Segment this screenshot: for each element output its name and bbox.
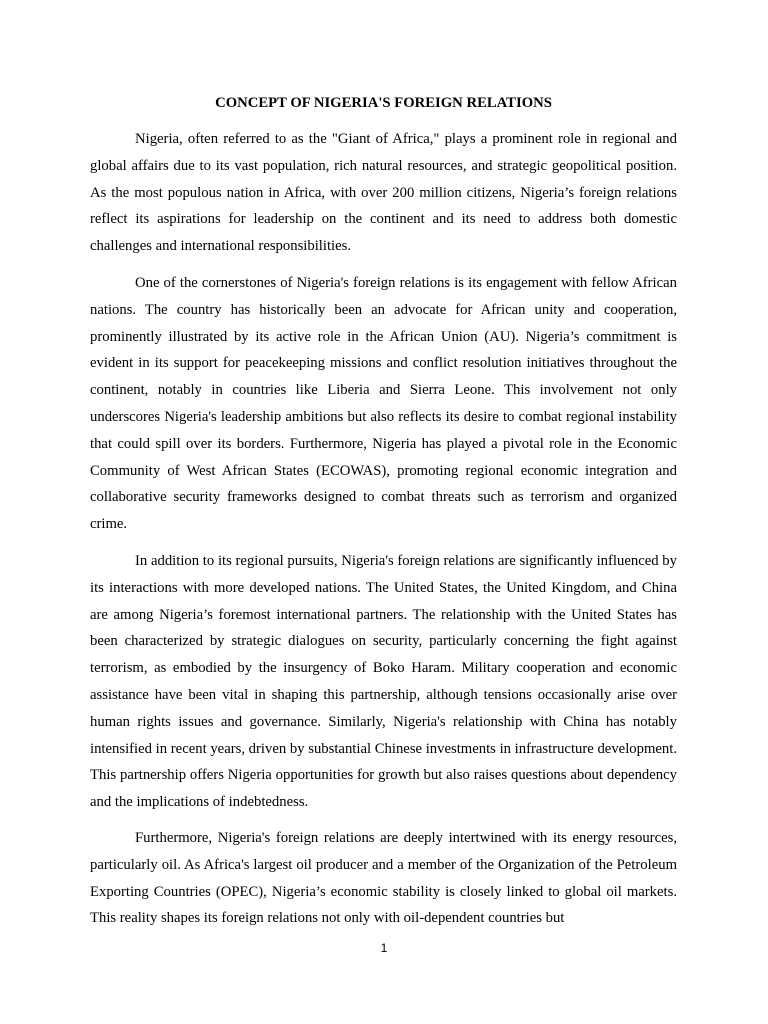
document-title: CONCEPT OF NIGERIA'S FOREIGN RELATIONS	[215, 95, 552, 111]
page-number: 1	[380, 941, 388, 955]
paragraph-1: Nigeria, often referred to as the "Giant of Africa," plays a prominent role in regional and global affairs due to its vast population, rich natural resources, and strategic geopolitical position. As the most populous nation in Africa, with over 200 million citizens, Nigeria’s foreign relations reflect its aspirations for leadership on the continent and its need to address both domestic challenges and international responsibilities.	[90, 131, 677, 255]
paragraph-2: One of the cornerstones of Nigeria's foreign relations is its engagement with fellow African nations. The country has historically been an advocate for African unity and cooperation, prominently illustrated by its active role in the African Union (AU). Nigeria’s commitment is evident in its support for peacekeeping missions and conflict resolution initiatives throughout the continent, notably in countries like Liberia and Sierra Leone. This involvement not only underscores Nigeria's leadership ambitions but also reflects its desire to combat regional instability that could spill over its borders. Furthermore, Nigeria has played a pivotal role in the Economic Community of West African States (ECOWAS), promoting regional economic integration and collaborative security frameworks designed to combat threats such as terrorism and organized crime.	[90, 275, 677, 533]
paragraph-3: In addition to its regional pursuits, Nigeria's foreign relations are significantly influenced by its interactions with more developed nations. The United States, the United Kingdom, and China are among Nigeria’s foremost international partners. The relationship with the United States has been characterized by strategic dialogues on security, particularly concerning the fight against terrorism, as embodied by the insurgency of Boko Haram. Military cooperation and economic assistance have been vital in shaping this partnership, although tensions occasionally arise over human rights issues and governance. Similarly, Nigeria's relationship with China has notably intensified in recent years, driven by substantial Chinese investments in infrastructure development. This partnership offers Nigeria opportunities for growth but also raises questions about dependency and the implications of indebtedness.	[90, 553, 677, 811]
paragraph-4: Furthermore, Nigeria's foreign relations are deeply intertwined with its energy resources, particularly oil. As Africa's largest oil producer and a member of the Organization of the Petroleum Exporting Countries (OPEC), Nigeria’s economic stability is closely linked to global oil markets. This reality shapes its foreign relations not only with oil-dependent countries but	[90, 830, 677, 927]
